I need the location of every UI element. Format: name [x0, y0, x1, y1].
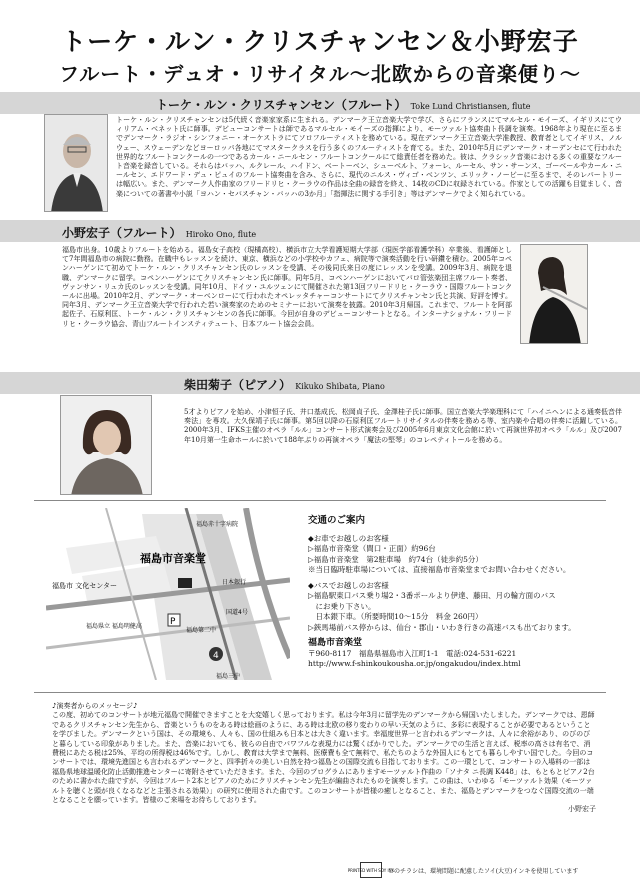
performer-heading-shibata [184, 376, 385, 393]
performer-name: トーケ・ルン・クリスチャンセン（フルート） [156, 98, 407, 112]
car-access [308, 534, 628, 576]
access-heading: 交通のご案内 [308, 515, 366, 526]
map-label-junior-high: 福島第二中 [186, 627, 217, 634]
message-title: ♪演奏者からのメッセージ♪ [52, 702, 138, 710]
divider [34, 692, 606, 693]
message-body: この度、初めてのコンサートが地元福島で開催できますことを大変嬉しく思っております。私は今年3月に留学先のデンマークから帰国いたしました。デンマークでは、恩師であるクリスチャンセン先生から、音楽というものをある時は絵画のように、ある時は北欧の移り変わりの早い天気のように、多彩に表現することが必要であるということを学びました。デンマークという国は、その環境も、人々も、国の仕組みも日本とは大きく違います。幸福度世界一と言われるデンマークは、人々に余裕があり、のびのびと暮らしている印象がありました。また、音楽においても、彼らの自由でパワフルな表現力には驚くばかりでした。デンマークでの生活と言えば、税率の高さは有名で、消費税にあたる税は25%、平均の所得税は46%です。しかし、教育は大学まで無料、医療費も全て無料で、私たちのような外国人にもとても暮らしやすい国でした。今回のコンサートでは、環境先進国とも言われるデンマークと、四季折々の美しい自然を持つ福島との国際交流も目指しております。この一環として、コンサートの入場料の一部は福島県地球温暖化防止活動推進センターに寄附させていただきます。また、今回のプログラムにありますモーツァルト作曲の「ソナタ ニ長調 K448」は、もともとピアノ2台のために書かれた曲ですが、今回はフルート2本とピアノのためにクリスチャンセン先生が編曲されたものを演奏します。この曲は、いわゆる「モーツァルト効果（モーツァルトを聴くと頭が良くなるなどと主張される効果）」の研究に使用された曲です。このコンサートが皆様の癒しとなること、また、福島とデンマークをつなぐ国際交流の一端となることを願っています。皆様のご来場をお待ちしております。 [52, 711, 595, 805]
bus-access [308, 581, 628, 634]
map-label-venue: 福島市音楽堂 [140, 552, 206, 565]
venue-url[interactable]: http://www.f-shinkoukousha.or.jp/ongakudou/index.html [308, 659, 521, 668]
bus-access-line: 日本銀下車。（所要時間10～15分 料金 260円） [308, 612, 483, 621]
map-label-road: 国道4号 [226, 609, 248, 616]
map-label-school: 福島県立 福島明健高 [86, 623, 142, 630]
car-access-title: ◆お車でお越しのお客様 [308, 533, 389, 543]
car-access-line: ▷福島市音楽堂（間口・正面）約96台 [308, 544, 436, 553]
performer-name: 柴田菊子（ピアノ） [184, 378, 292, 392]
venue-name: 福島市音楽堂 [308, 638, 363, 648]
performer-name: 小野宏子（フルート） [62, 226, 182, 240]
parking-icon: P [170, 617, 176, 627]
footer [347, 862, 579, 878]
performer-heading-ono [62, 224, 256, 241]
bus-access-line: ▷福島駅東口バス乗り場2・3番ポールより伊達、藤田、月の輪方面のバス [308, 591, 556, 600]
christiansen-photo [44, 114, 108, 212]
venue-address: 〒960-8117 福島県福島市入江町1-1 電話:024-531-6221 [308, 648, 517, 658]
bio-shibata: 5才よりピアノを始め、小津恒子氏、井口基成氏、松岡貞子氏、金澤桂子氏に師事。国立音楽大学楽理科にて「ハイニヘンによる通奏低音伴奏法」を専攻。大久保靖子氏に師事。第5回以降の石原利匡フルートリサイタルの伴奏を務める等、室内楽や合唱の伴奏に活躍している。2000年3月、IFKS主催のオペラ「ルル」コンサート形式演奏会及び2005年6月東京文化会館に於いて再演世界初オペラ「ルル」及び2007年10月第一生命ホールに於いて188年ぶりの再演オペラ「魔法の堅琴」のコレペティトールを務める。 [184, 408, 622, 444]
performer-roman: Kikuko Shibata, Piano [295, 382, 385, 391]
divider [34, 500, 606, 501]
performer-heading-christiansen [156, 96, 531, 113]
map-label-hospital: 福島赤十字病院 [196, 521, 239, 528]
ono-photo [520, 244, 588, 344]
car-access-line: ※当日臨時駐車場については、直接福島市音楽堂までお問い合わせください。 [308, 565, 571, 574]
access-map [46, 508, 290, 680]
bus-access-title: ◆バスでお越しのお客様 [308, 580, 389, 590]
shibata-photo [60, 395, 152, 495]
page-subtitle: フルート・デュオ・リサイタル～北欧からの音楽便り～ [59, 62, 581, 86]
bus-access-line: ▷鋏馬場前バス停からは、仙台・郡山・いわき行きの高速バスも出ております。 [308, 622, 576, 632]
car-access-line: ▷福島市音楽堂 第2駐車場 約74台（徒歩約5分） [308, 554, 483, 564]
message-signature: 小野宏子 [568, 805, 596, 814]
map-label-third-school: 福島三中 [216, 673, 241, 680]
access-info [308, 516, 628, 670]
bio-ono: 福島市出身。10歳よりフルートを始める。福島女子高校（現橘高校）、横浜市立大学看護短期大学部（現医学部看護学科）卒業後、看護師として7年間福島市の病院に勤務。在職中もレッスンを続け、東京、横浜などの小学校やカフェ、病院等で演奏活動を行い研鑽を積む。2005年コペンハーゲンにて初めてトーケ・ルン・クリスチャンセン氏のレッスンを受講、その後同氏来日の度にレッスンを受講。2009年3月、病院を退職、デンマークに留学。コペンハーゲンにてクリスチャンセン氏に師事。同年5月、コペンハーゲンにおいてバロ管弦楽団主席フルート奏者、ヴァンサン・リュカ氏のレッスンを受講。同年10月、ドイツ・ユルツェンにて開催された第13回フリードリヒ・クーラウ・国際フルートコンクールに出場。2010年2月、デンマーク・オーベンローにて行われたオペレッタチャーコンサートにてクリスチャンセン氏と共演、好評を博す。同年3月、デンマーク王立音楽大学で行われた若い演奏家のためのセミナーにおいて演奏を披露。2010年3月帰国。これまで、フルートを阿部起佐子、石原利匡、トーケ・ルン・クリスチャンセンの各氏に師事。今回が自身のデビューコンサートとなる。インターナショナル・フリードリヒ・クーラウ協会、青山フルートインスティテュート、日本フルート協会会員。 [62, 246, 512, 328]
route-4-marker: 4 [213, 651, 219, 661]
map-label-bank: 日本銀行 [222, 579, 247, 586]
bio-christiansen: トーケ・ルン・クリスチャンセンは5代続く音楽家家系に生まれる。デンマーク王立音楽大学で学び、さらにフランスにてマルセル・モイーズ、イギリスにてウィリアム・ベネット氏に師事。デビューコンサートは師であるマルセル・モイーズの指揮により、モーツァルト協奏曲ト長調を演奏。1968年より現在に至るまでデンマーク・ラジオ・シンフォニー・オーケストラにてソロフルーティストを務めている。現在デンマーク王立音楽大学准教授、教育者としてイギリス、ノルウェー、スウェーデンなどヨーロッパ各地にてマスタークラスを行う多くのフルーティストを育てる。また、2010年5月にデンマーク・オーデンセにて行われた世界的なフルートコンクールの一つであるカール・ニールセン・フルートコンクールにて総責任者を務めた。彼は、クラシック音楽における多くの重要なフルート音楽を録音している。それらはバッハ、ルクレール、ハイドン、ベートーベン、シューベルト、フォーレ、ルーセル、サン・サーンス、ゴーベールやカール・ニールセン、エドワード・デュ・ピュイのフルート協奏曲を含み、さらに、現代のニルス・ヴィゴ・ベンツン、エリック・ノービーに至るまで、そのレパートリーは幅広い。また、デンマーク人作曲家のフリードリヒ・クーラウの作品は全曲の録音を終え、14枚のCDに収録されている。作家としての活躍も目覚ましく、音楽についての著書や小説「ヨハン・セバスチャン・バッハの3か月」「指揮法に関する手引き」等はデンマークでよく知られている。 [116, 116, 622, 198]
map-label-culture-center: 福島市 文化センター [52, 582, 117, 590]
soy-ink-logo: PRINTED WITH SOY INK [360, 862, 382, 878]
performer-roman: Hiroko Ono, flute [185, 230, 257, 239]
footer-note: このチラシは、環境問題に配慮したソイ(大豆)インキを使用しています [388, 867, 579, 875]
page-title: トーケ・ルン・クリスチャンセン＆小野宏子 [61, 27, 579, 56]
performer-message [52, 702, 596, 815]
performer-roman: Toke Lund Christiansen, flute [410, 102, 531, 111]
bus-access-line: にお乗り下さい。 [308, 601, 376, 611]
